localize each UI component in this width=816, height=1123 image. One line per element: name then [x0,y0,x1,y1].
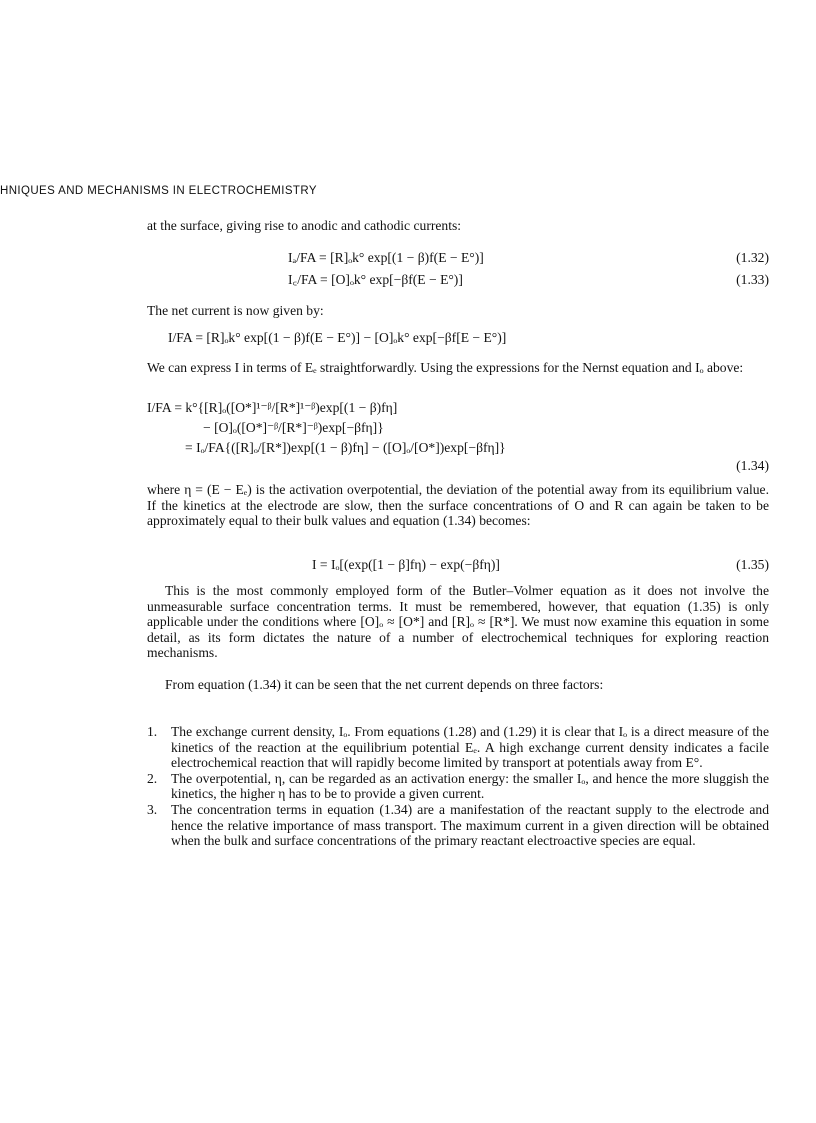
equation-1-34-line-2: − [O]ₒ([O*]⁻ᵝ/[R*]⁻ᵝ)exp[−βfη]} [203,420,384,435]
net-current-line: The net current is now given by: [147,303,324,318]
where-paragraph: where η = (E − Eₑ) is the activation overpotential, the deviation of the potential away from its equilibrium value. If the kinetics at the electrode are slow, then the surface concentrations of O and R can again be taken to be approximately equal to their bulk values and equation (1.34) becomes: [147,482,769,529]
list-item-text: The concentration terms in equation (1.34) are a manifestation of the reactant supply to the electrode and hence the relative importance of mass transport. The maximum current in a given direction will be obtained when the bulk and surface concentrations of the primary reactant electroactive species are equal. [171,801,769,849]
equation-number-1-33: (1.33) [736,272,769,287]
equation-1-34-line-1: I/FA = k°{[R]ₒ([O*]¹⁻ᵝ/[R*]¹⁻ᵝ)exp[(1 − β)fη] [147,400,398,415]
running-head: HNIQUES AND MECHANISMS IN ELECTROCHEMISTRY [0,185,317,197]
intro-line: at the surface, giving rise to anodic and cathodic currents: [147,218,462,233]
list-item-text: The overpotential, η, can be regarded as an activation energy: the smaller Iₒ, and hence the more sluggish the kinetics, the higher η has to be to provide a given current. [171,770,769,802]
equation-net-current: I/FA = [R]ₒk° exp[(1 − β)f(E − E°)] − [O]ₒk° exp[−βf[E − E°)] [168,330,507,345]
list-item-number: 2. [147,770,158,786]
factors-paragraph: From equation (1.34) it can be seen that the net current depends on three factors: [165,677,604,692]
equation-1-34-line-3: = Iₒ/FA{([R]ₒ/[R*])exp[(1 − β)fη] − ([O]ₒ/[O*])exp[−βfη]} [185,440,506,455]
equation-number-1-34: (1.34) [736,458,769,473]
list-item [147,724,769,771]
factors-list [147,724,769,849]
equation-1-32: Iₐ/FA = [R]ₒk° exp[(1 − β)f(E − E°)] [288,250,484,265]
equation-1-35: I = Iₒ[(exp([1 − β]fη) − exp(−βfη)] [312,557,500,572]
equation-number-1-32: (1.32) [736,250,769,265]
equation-1-33: I꜀/FA = [O]ₒk° exp[−βf(E − E°)] [288,272,463,287]
equation-number-1-35: (1.35) [736,557,769,572]
list-item [147,802,769,849]
list-item-number: 1. [147,724,158,739]
list-item-number: 3. [147,801,158,817]
express-paragraph: We can express I in terms of Eₑ straightforwardly. Using the expressions for the Nernst equation and Iₒ above: [147,360,744,375]
butler-volmer-paragraph: This is the most commonly employed form of the Butler–Volmer equation as it does not involve the unmeasurable surface concentration terms. It must be remembered, however, that equation (1.35) is only applicable under the conditions where [O]ₒ ≈ [O*] and [R]ₒ ≈ [R*]. We must now examine this equation in some detail, as its form dictates the nature of a number of electrochemical techniques for exploring reaction mechanisms. [147,583,769,661]
list-item [147,771,769,802]
list-item-text: The exchange current density, Iₒ. From equations (1.28) and (1.29) it is clear that Iₒ is a direct measure of the kinetics of the reaction at the equilibrium potential Eₑ. A high exchange current density indicates a facile electrochemical reaction that will rapidly become limited by transport at potentials away from E°. [171,724,769,771]
